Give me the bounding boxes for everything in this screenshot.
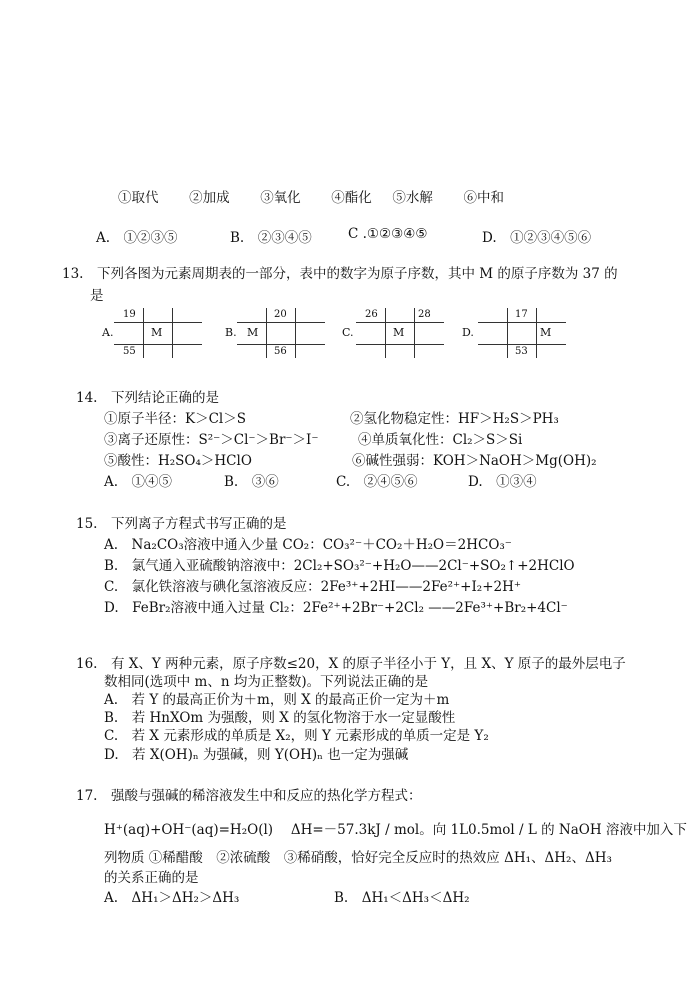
q15-option-b: B. 氯气通入亚硫酸钠溶液中：2Cl₂+SO₃²⁻+H₂O——2Cl⁻+SO₂↑+2HClO bbox=[104, 558, 575, 574]
q16-option-c: C. 若 X 元素形成的单质是 X₂，则 Y 元素形成的单质一定是 Y₂ bbox=[104, 728, 489, 744]
q14-statement-4: ④单质氧化性：Cl₂＞S＞Si bbox=[358, 432, 523, 448]
table-b-label: B. bbox=[225, 326, 237, 339]
periodic-table-a bbox=[114, 308, 202, 358]
q17-option-a: A. ΔH₁＞ΔH₂＞ΔH₃ bbox=[104, 890, 240, 906]
q15-option-d: D. FeBr₂溶液中通入过量 Cl₂：2Fe²⁺+2Br⁻+2Cl₂ ——2Fe³⁺+Br₂+4Cl⁻ bbox=[104, 600, 568, 616]
q16-option-a: A. 若 Y 的最高正价为＋m，则 X 的最高正价一定为＋m bbox=[104, 692, 450, 708]
q16-option-d: D. 若 X(OH)ₙ 为强碱，则 Y(OH)ₙ 也一定为强碱 bbox=[104, 747, 409, 763]
q15-option-a: A. Na₂CO₃溶液中通入少量 CO₂：CO₃²⁻＋CO₂＋H₂O＝2HCO₃⁻ bbox=[104, 537, 512, 553]
q14-statement-1: ①原子半径：K＞Cl＞S bbox=[104, 411, 246, 427]
q12-option-c: C .①②③④⑤ bbox=[348, 226, 428, 242]
q12-option-a: A. ①②③⑤ bbox=[96, 230, 178, 246]
q17-equation: H⁺(aq)+OH⁻(aq)=H₂O(l) ΔH=－57.3kJ / mol。向 1L0.5mol / L 的 NaOH 溶液中加入下 bbox=[104, 822, 687, 838]
table-c-top-right: 28 bbox=[418, 309, 431, 320]
table-a-bottom: 55 bbox=[123, 346, 136, 357]
table-b-bottom: 56 bbox=[274, 346, 287, 357]
reaction-item: ④酯化 bbox=[331, 190, 372, 206]
table-c-label: C. bbox=[342, 326, 354, 339]
reaction-item: ⑤水解 bbox=[392, 190, 433, 206]
table-a-m: M bbox=[151, 326, 163, 339]
q14-option-a: A. ①④⑤ bbox=[104, 474, 173, 490]
q15-option-c: C. 氯化铁溶液与碘化氢溶液反应：2Fe³⁺+2HI——2Fe²⁺+I₂+2H⁺ bbox=[104, 579, 521, 595]
reaction-item: ①取代 bbox=[118, 190, 159, 206]
q13-stem-cont: 是 bbox=[90, 288, 104, 304]
reaction-item: ②加成 bbox=[189, 190, 230, 206]
q14-option-b: B. ③⑥ bbox=[224, 474, 279, 490]
table-c-m: M bbox=[393, 326, 405, 339]
table-a-top: 19 bbox=[123, 309, 136, 320]
q16-stem-cont: 数相同(选项中 m、n 均为正整数)。下列说法正确的是 bbox=[104, 674, 429, 690]
q17-stem: 17. 强酸与强碱的稀溶液发生中和反应的热化学方程式： bbox=[76, 788, 422, 804]
q16-stem: 16. 有 X、Y 两种元素，原子序数≤20，X 的原子半径小于 Y，且 X、Y 原子的最外层电子 bbox=[76, 656, 626, 672]
periodic-table-d bbox=[478, 308, 566, 358]
periodic-table-c bbox=[356, 308, 444, 358]
table-b-m: M bbox=[247, 326, 259, 339]
table-d-bottom: 53 bbox=[515, 346, 528, 357]
q14-option-c: C. ②④⑤⑥ bbox=[336, 474, 418, 490]
table-c-top-left: 26 bbox=[365, 309, 378, 320]
table-b-top: 20 bbox=[274, 309, 287, 320]
q12-option-b: B. ②③④⑤ bbox=[230, 230, 312, 246]
q17-option-b: B. ΔH₁＜ΔH₃＜ΔH₂ bbox=[334, 890, 470, 906]
q12-option-d: D. ①②③④⑤⑥ bbox=[482, 230, 592, 246]
q14-stem: 14. 下列结论正确的是 bbox=[76, 390, 219, 406]
table-d-top: 17 bbox=[515, 309, 528, 320]
q14-statement-3: ③离子还原性：S²⁻＞Cl⁻＞Br⁻＞I⁻ bbox=[104, 432, 319, 448]
reaction-item: ⑥中和 bbox=[463, 190, 504, 206]
q14-statement-6: ⑥碱性强弱：KOH＞NaOH＞Mg(OH)₂ bbox=[352, 453, 597, 469]
table-a-label: A. bbox=[102, 326, 114, 339]
periodic-table-b bbox=[237, 308, 325, 358]
q14-statement-5: ⑤酸性：H₂SO₄＞HClO bbox=[104, 453, 252, 469]
q14-option-d: D. ①③④ bbox=[468, 474, 537, 490]
q14-statement-2: ②氢化物稳定性：HF＞H₂S＞PH₃ bbox=[350, 411, 559, 427]
q17-stem-cont-2: 的关系正确的是 bbox=[104, 870, 199, 886]
table-d-m: M bbox=[540, 326, 552, 339]
q15-stem: 15. 下列离子方程式书写正确的是 bbox=[76, 516, 287, 532]
table-d-label: D. bbox=[462, 326, 474, 339]
q13-stem: 13. 下列各图为元素周期表的一部分，表中的数字为原子序数，其中 M 的原子序数为 37 的 bbox=[62, 266, 618, 282]
q17-stem-cont: 列物质 ①稀醋酸 ②浓硫酸 ③稀硝酸，恰好完全反应时的热效应 ΔH₁、ΔH₂、ΔH₃ bbox=[104, 850, 612, 866]
q16-option-b: B. 若 HnXOm 为强酸，则 X 的氢化物溶于水一定显酸性 bbox=[104, 710, 456, 726]
reaction-list bbox=[118, 186, 504, 206]
reaction-item: ③氧化 bbox=[260, 190, 301, 206]
